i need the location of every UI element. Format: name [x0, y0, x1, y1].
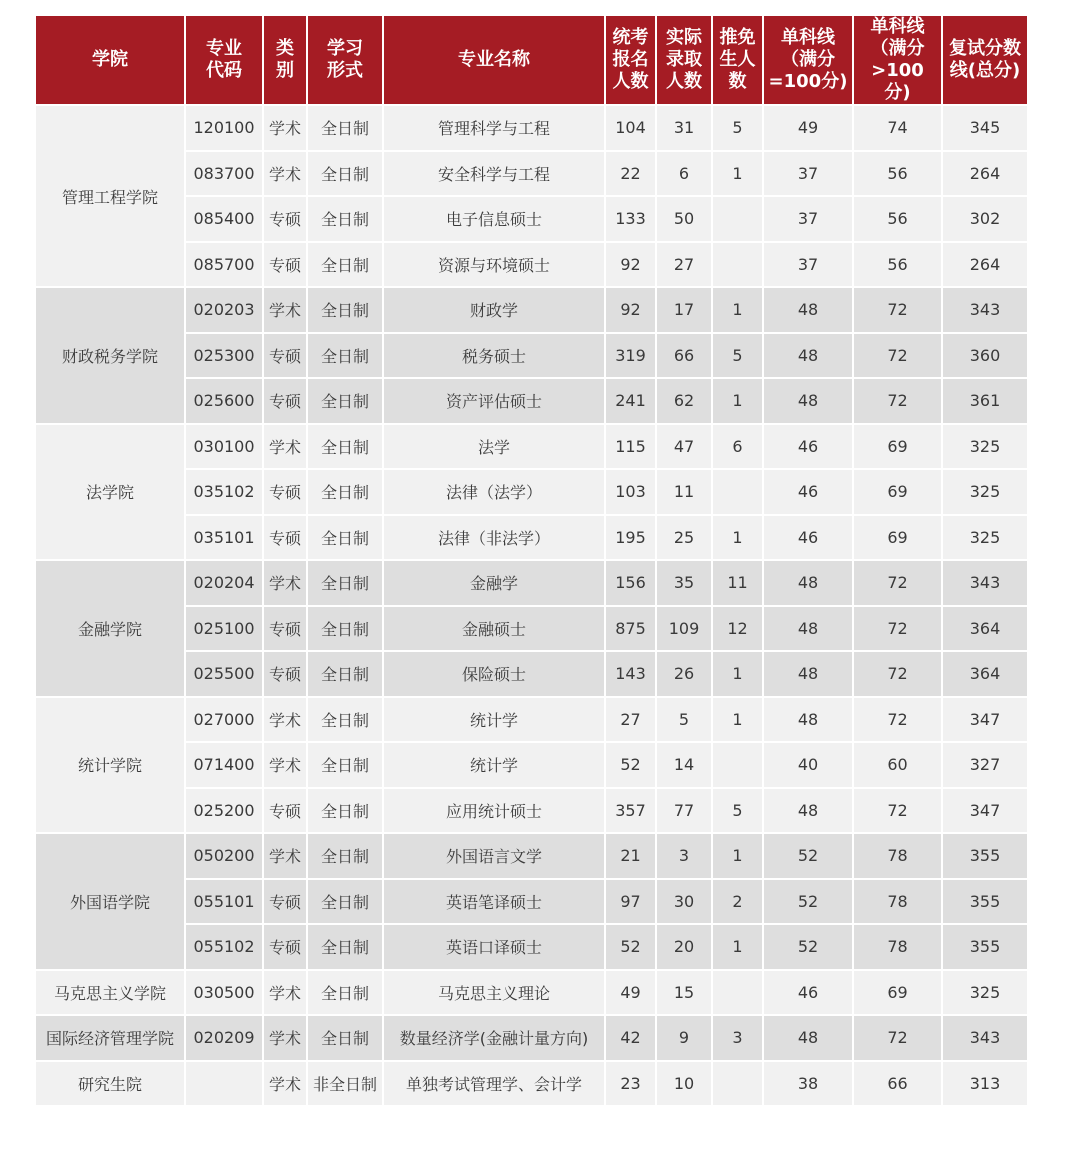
major-code-cell: 050200 [185, 833, 263, 879]
single-subject-100-cell: 52 [763, 879, 853, 925]
major-name-cell: 外国语言文学 [383, 833, 605, 879]
total-score-line-cell: 343 [942, 287, 1028, 333]
single-subject-100-cell: 48 [763, 287, 853, 333]
single-subject-over-100-cell: 72 [853, 606, 942, 652]
admitted-cell: 30 [656, 879, 712, 925]
header-category: 类 别 [263, 15, 307, 105]
single-subject-100-cell: 48 [763, 651, 853, 697]
college-cell: 管理工程学院 [35, 105, 185, 287]
total-score-line-cell: 355 [942, 924, 1028, 970]
major-name-cell: 统计学 [383, 742, 605, 788]
total-score-line-cell: 360 [942, 333, 1028, 379]
study-mode-cell: 全日制 [307, 151, 383, 197]
major-name-cell: 法律（非法学） [383, 515, 605, 561]
major-code-cell: 085700 [185, 242, 263, 288]
major-code-cell: 025500 [185, 651, 263, 697]
header-college: 学院 [35, 15, 185, 105]
study-mode-cell: 全日制 [307, 378, 383, 424]
study-mode-cell: 全日制 [307, 697, 383, 743]
applicants-cell: 23 [605, 1061, 656, 1107]
major-code-cell: 030100 [185, 424, 263, 470]
recommended-cell: 11 [712, 560, 763, 606]
recommended-cell: 1 [712, 651, 763, 697]
applicants-cell: 115 [605, 424, 656, 470]
category-cell: 学术 [263, 560, 307, 606]
admitted-cell: 6 [656, 151, 712, 197]
single-subject-over-100-cell: 56 [853, 196, 942, 242]
category-cell: 学术 [263, 742, 307, 788]
applicants-cell: 156 [605, 560, 656, 606]
admitted-cell: 25 [656, 515, 712, 561]
total-score-line-cell: 264 [942, 242, 1028, 288]
major-name-cell: 应用统计硕士 [383, 788, 605, 834]
major-name-cell: 金融硕士 [383, 606, 605, 652]
college-cell: 统计学院 [35, 697, 185, 834]
recommended-cell: 2 [712, 879, 763, 925]
single-subject-100-cell: 37 [763, 196, 853, 242]
total-score-line-cell: 325 [942, 970, 1028, 1016]
single-subject-over-100-cell: 72 [853, 651, 942, 697]
major-name-cell: 电子信息硕士 [383, 196, 605, 242]
major-name-cell: 英语笔译硕士 [383, 879, 605, 925]
table-row [35, 105, 1028, 151]
header-applicants: 统考 报名 人数 [605, 15, 656, 105]
recommended-cell: 1 [712, 515, 763, 561]
major-name-cell: 资源与环境硕士 [383, 242, 605, 288]
table-row [35, 1015, 1028, 1061]
study-mode-cell: 全日制 [307, 242, 383, 288]
header-admitted: 实际 录取 人数 [656, 15, 712, 105]
table-row [35, 833, 1028, 879]
major-code-cell: 027000 [185, 697, 263, 743]
total-score-line-cell: 313 [942, 1061, 1028, 1107]
single-subject-over-100-cell: 72 [853, 560, 942, 606]
major-name-cell: 单独考试管理学、会计学 [383, 1061, 605, 1107]
applicants-cell: 92 [605, 242, 656, 288]
recommended-cell: 1 [712, 697, 763, 743]
admitted-cell: 47 [656, 424, 712, 470]
admitted-cell: 26 [656, 651, 712, 697]
total-score-line-cell: 364 [942, 651, 1028, 697]
recommended-cell [712, 242, 763, 288]
recommended-cell [712, 196, 763, 242]
major-code-cell: 020209 [185, 1015, 263, 1061]
admitted-cell: 35 [656, 560, 712, 606]
major-code-cell: 120100 [185, 105, 263, 151]
admitted-cell: 31 [656, 105, 712, 151]
recommended-cell [712, 1061, 763, 1107]
applicants-cell: 241 [605, 378, 656, 424]
major-name-cell: 资产评估硕士 [383, 378, 605, 424]
major-code-cell: 085400 [185, 196, 263, 242]
study-mode-cell: 全日制 [307, 333, 383, 379]
study-mode-cell: 全日制 [307, 924, 383, 970]
category-cell: 学术 [263, 151, 307, 197]
admitted-cell: 17 [656, 287, 712, 333]
total-score-line-cell: 325 [942, 515, 1028, 561]
single-subject-over-100-cell: 69 [853, 424, 942, 470]
major-code-cell: 025100 [185, 606, 263, 652]
recommended-cell: 6 [712, 424, 763, 470]
category-cell: 专硕 [263, 788, 307, 834]
college-cell: 外国语学院 [35, 833, 185, 970]
major-name-cell: 马克思主义理论 [383, 970, 605, 1016]
college-cell: 马克思主义学院 [35, 970, 185, 1016]
major-code-cell: 055101 [185, 879, 263, 925]
single-subject-over-100-cell: 66 [853, 1061, 942, 1107]
study-mode-cell: 全日制 [307, 788, 383, 834]
applicants-cell: 92 [605, 287, 656, 333]
category-cell: 学术 [263, 105, 307, 151]
admitted-cell: 109 [656, 606, 712, 652]
category-cell: 学术 [263, 1061, 307, 1107]
recommended-cell: 5 [712, 105, 763, 151]
major-name-cell: 金融学 [383, 560, 605, 606]
major-name-cell: 法学 [383, 424, 605, 470]
single-subject-100-cell: 52 [763, 924, 853, 970]
recommended-cell: 1 [712, 151, 763, 197]
single-subject-over-100-cell: 69 [853, 515, 942, 561]
table-row [35, 560, 1028, 606]
header-single-subject-100: 单科线 （满分 =100分) [763, 15, 853, 105]
major-code-cell: 083700 [185, 151, 263, 197]
admitted-cell: 9 [656, 1015, 712, 1061]
category-cell: 学术 [263, 970, 307, 1016]
total-score-line-cell: 325 [942, 469, 1028, 515]
recommended-cell: 12 [712, 606, 763, 652]
total-score-line-cell: 343 [942, 560, 1028, 606]
major-code-cell: 025300 [185, 333, 263, 379]
study-mode-cell: 全日制 [307, 105, 383, 151]
single-subject-100-cell: 37 [763, 151, 853, 197]
admitted-cell: 20 [656, 924, 712, 970]
single-subject-100-cell: 52 [763, 833, 853, 879]
applicants-cell: 27 [605, 697, 656, 743]
recommended-cell: 5 [712, 788, 763, 834]
category-cell: 专硕 [263, 515, 307, 561]
applicants-cell: 49 [605, 970, 656, 1016]
single-subject-100-cell: 46 [763, 469, 853, 515]
recommended-cell: 1 [712, 378, 763, 424]
category-cell: 学术 [263, 424, 307, 470]
major-name-cell: 管理科学与工程 [383, 105, 605, 151]
admitted-cell: 5 [656, 697, 712, 743]
category-cell: 专硕 [263, 879, 307, 925]
study-mode-cell: 全日制 [307, 469, 383, 515]
major-code-cell: 020204 [185, 560, 263, 606]
study-mode-cell: 全日制 [307, 287, 383, 333]
single-subject-100-cell: 48 [763, 697, 853, 743]
table-row [35, 970, 1028, 1016]
single-subject-over-100-cell: 60 [853, 742, 942, 788]
category-cell: 专硕 [263, 242, 307, 288]
category-cell: 专硕 [263, 469, 307, 515]
study-mode-cell: 全日制 [307, 515, 383, 561]
study-mode-cell: 全日制 [307, 1015, 383, 1061]
header-total-score-line: 复试分数 线(总分) [942, 15, 1028, 105]
single-subject-over-100-cell: 74 [853, 105, 942, 151]
applicants-cell: 143 [605, 651, 656, 697]
table-body [35, 105, 1028, 1106]
study-mode-cell: 非全日制 [307, 1061, 383, 1107]
study-mode-cell: 全日制 [307, 606, 383, 652]
recommended-cell [712, 469, 763, 515]
single-subject-over-100-cell: 69 [853, 970, 942, 1016]
category-cell: 学术 [263, 697, 307, 743]
major-name-cell: 税务硕士 [383, 333, 605, 379]
single-subject-over-100-cell: 72 [853, 788, 942, 834]
admitted-cell: 66 [656, 333, 712, 379]
total-score-line-cell: 347 [942, 788, 1028, 834]
admitted-cell: 3 [656, 833, 712, 879]
study-mode-cell: 全日制 [307, 970, 383, 1016]
study-mode-cell: 全日制 [307, 833, 383, 879]
single-subject-100-cell: 48 [763, 333, 853, 379]
major-name-cell: 财政学 [383, 287, 605, 333]
admitted-cell: 62 [656, 378, 712, 424]
single-subject-100-cell: 46 [763, 970, 853, 1016]
college-cell: 法学院 [35, 424, 185, 561]
study-mode-cell: 全日制 [307, 560, 383, 606]
major-code-cell: 055102 [185, 924, 263, 970]
total-score-line-cell: 264 [942, 151, 1028, 197]
admission-score-table [34, 14, 1029, 1107]
single-subject-100-cell: 46 [763, 424, 853, 470]
total-score-line-cell: 302 [942, 196, 1028, 242]
major-name-cell: 法律（法学） [383, 469, 605, 515]
total-score-line-cell: 345 [942, 105, 1028, 151]
major-name-cell: 安全科学与工程 [383, 151, 605, 197]
single-subject-over-100-cell: 72 [853, 333, 942, 379]
admitted-cell: 77 [656, 788, 712, 834]
header-study-mode: 学习 形式 [307, 15, 383, 105]
college-cell: 财政税务学院 [35, 287, 185, 424]
applicants-cell: 195 [605, 515, 656, 561]
admitted-cell: 50 [656, 196, 712, 242]
single-subject-over-100-cell: 69 [853, 469, 942, 515]
recommended-cell [712, 970, 763, 1016]
total-score-line-cell: 355 [942, 879, 1028, 925]
single-subject-over-100-cell: 72 [853, 697, 942, 743]
major-code-cell: 025200 [185, 788, 263, 834]
study-mode-cell: 全日制 [307, 742, 383, 788]
admitted-cell: 10 [656, 1061, 712, 1107]
table-row [35, 287, 1028, 333]
applicants-cell: 103 [605, 469, 656, 515]
recommended-cell: 3 [712, 1015, 763, 1061]
single-subject-over-100-cell: 78 [853, 879, 942, 925]
total-score-line-cell: 355 [942, 833, 1028, 879]
category-cell: 学术 [263, 287, 307, 333]
single-subject-100-cell: 40 [763, 742, 853, 788]
single-subject-100-cell: 37 [763, 242, 853, 288]
single-subject-100-cell: 48 [763, 378, 853, 424]
single-subject-100-cell: 46 [763, 515, 853, 561]
major-name-cell: 统计学 [383, 697, 605, 743]
recommended-cell [712, 742, 763, 788]
applicants-cell: 875 [605, 606, 656, 652]
applicants-cell: 52 [605, 742, 656, 788]
single-subject-100-cell: 49 [763, 105, 853, 151]
applicants-cell: 357 [605, 788, 656, 834]
study-mode-cell: 全日制 [307, 424, 383, 470]
total-score-line-cell: 327 [942, 742, 1028, 788]
recommended-cell: 1 [712, 287, 763, 333]
category-cell: 专硕 [263, 924, 307, 970]
admitted-cell: 15 [656, 970, 712, 1016]
applicants-cell: 97 [605, 879, 656, 925]
single-subject-100-cell: 48 [763, 560, 853, 606]
major-name-cell: 保险硕士 [383, 651, 605, 697]
single-subject-over-100-cell: 56 [853, 242, 942, 288]
single-subject-100-cell: 48 [763, 788, 853, 834]
header-row [35, 15, 1028, 105]
single-subject-over-100-cell: 56 [853, 151, 942, 197]
header-major-name: 专业名称 [383, 15, 605, 105]
category-cell: 专硕 [263, 333, 307, 379]
study-mode-cell: 全日制 [307, 879, 383, 925]
single-subject-over-100-cell: 72 [853, 378, 942, 424]
major-code-cell: 035102 [185, 469, 263, 515]
recommended-cell: 1 [712, 924, 763, 970]
category-cell: 专硕 [263, 196, 307, 242]
applicants-cell: 104 [605, 105, 656, 151]
major-code-cell: 071400 [185, 742, 263, 788]
major-code-cell: 025600 [185, 378, 263, 424]
header-major-code: 专业 代码 [185, 15, 263, 105]
major-code-cell: 030500 [185, 970, 263, 1016]
table-row [35, 697, 1028, 743]
study-mode-cell: 全日制 [307, 196, 383, 242]
admitted-cell: 27 [656, 242, 712, 288]
total-score-line-cell: 325 [942, 424, 1028, 470]
total-score-line-cell: 364 [942, 606, 1028, 652]
major-name-cell: 英语口译硕士 [383, 924, 605, 970]
single-subject-100-cell: 48 [763, 1015, 853, 1061]
total-score-line-cell: 361 [942, 378, 1028, 424]
header-recommended: 推免 生人 数 [712, 15, 763, 105]
major-code-cell: 020203 [185, 287, 263, 333]
major-code-cell: 035101 [185, 515, 263, 561]
applicants-cell: 21 [605, 833, 656, 879]
table-row [35, 424, 1028, 470]
recommended-cell: 1 [712, 833, 763, 879]
applicants-cell: 22 [605, 151, 656, 197]
category-cell: 专硕 [263, 606, 307, 652]
college-cell: 金融学院 [35, 560, 185, 697]
table-row [35, 1061, 1028, 1107]
single-subject-100-cell: 38 [763, 1061, 853, 1107]
category-cell: 专硕 [263, 378, 307, 424]
study-mode-cell: 全日制 [307, 651, 383, 697]
recommended-cell: 5 [712, 333, 763, 379]
single-subject-over-100-cell: 72 [853, 287, 942, 333]
total-score-line-cell: 347 [942, 697, 1028, 743]
category-cell: 学术 [263, 833, 307, 879]
header-single-subject-over-100: 单科线 （满分 >100 分) [853, 15, 942, 105]
applicants-cell: 52 [605, 924, 656, 970]
category-cell: 学术 [263, 1015, 307, 1061]
category-cell: 专硕 [263, 651, 307, 697]
single-subject-over-100-cell: 78 [853, 924, 942, 970]
applicants-cell: 42 [605, 1015, 656, 1061]
applicants-cell: 133 [605, 196, 656, 242]
single-subject-100-cell: 48 [763, 606, 853, 652]
college-cell: 国际经济管理学院 [35, 1015, 185, 1061]
total-score-line-cell: 343 [942, 1015, 1028, 1061]
single-subject-over-100-cell: 78 [853, 833, 942, 879]
major-name-cell: 数量经济学(金融计量方向) [383, 1015, 605, 1061]
admitted-cell: 14 [656, 742, 712, 788]
applicants-cell: 319 [605, 333, 656, 379]
college-cell: 研究生院 [35, 1061, 185, 1107]
major-code-cell [185, 1061, 263, 1107]
single-subject-over-100-cell: 72 [853, 1015, 942, 1061]
admitted-cell: 11 [656, 469, 712, 515]
